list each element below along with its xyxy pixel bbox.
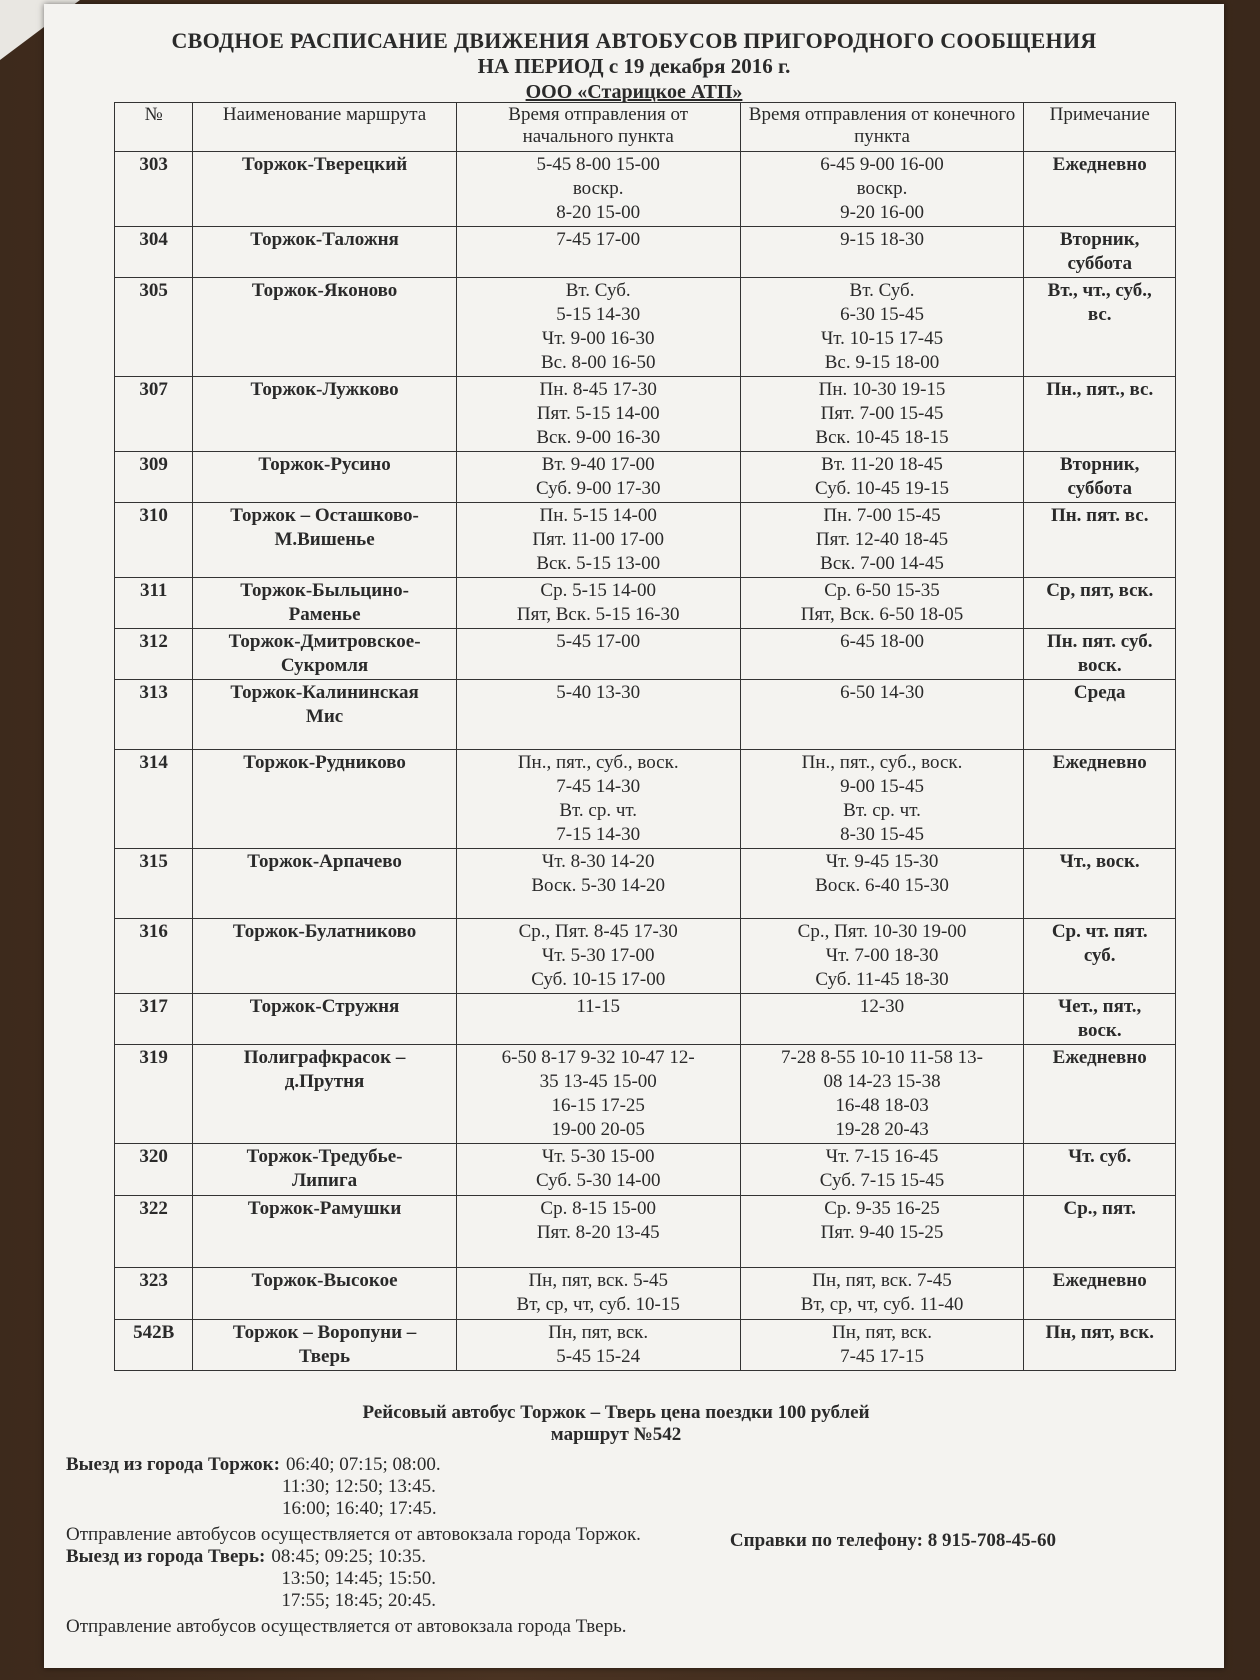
departure-times (456, 503, 740, 578)
departure-times (456, 1320, 740, 1371)
return-times-line: воскр. (856, 178, 908, 199)
return-times-line: Пят. 12-40 18-45 (815, 529, 949, 550)
departure-times-line: 11-15 (576, 996, 621, 1017)
departure-times (456, 1144, 740, 1196)
return-times-line: Пн, пят, вск. (832, 1322, 932, 1343)
route-note-line: Пн. пят. вс. (1050, 505, 1149, 526)
route-name-line: Торжок-Арпачево (247, 851, 402, 872)
route-note (1024, 849, 1176, 919)
departure-times (456, 152, 740, 227)
table-row (115, 503, 1176, 578)
route-name-line: Торжок-Тредубье- (246, 1146, 403, 1167)
return-times-line: 6-50 14-30 (840, 682, 924, 703)
departure-times (456, 578, 740, 629)
return-times-line: Чт. 10-15 17-45 (820, 328, 944, 349)
departure-times-line: Пят. 5-15 14-00 (536, 403, 660, 424)
route-name-line: Сукромля (280, 655, 369, 676)
departure-times (456, 629, 740, 680)
route-name-line: Тверь (299, 1346, 351, 1367)
departure-times (456, 750, 740, 849)
route-note-line: Вторник, (1060, 454, 1140, 475)
departure-times-line: 16-15 17-25 (551, 1095, 645, 1116)
route-name-line: Липига (291, 1170, 358, 1191)
departure-times-line: 5-15 14-30 (556, 304, 641, 325)
torzhok-label: Выезд из города Торжок: (66, 1454, 280, 1475)
route-name-line: Торжок-Русино (258, 454, 391, 475)
departure-times (456, 1045, 740, 1144)
route-name-line: Торжок-Рамушки (247, 1198, 402, 1219)
return-times-line: Пн, пят, вск. 7-45 (812, 1270, 952, 1291)
departure-times-line: Пн, пят, вск. 5-45 (528, 1270, 668, 1291)
route-number: 310 (115, 503, 193, 578)
departure-times-line: Вск. 5-15 13-00 (536, 553, 661, 574)
route-name-line: Торжок-Лужково (250, 379, 399, 400)
departure-times-line: 5-45 15-24 (556, 1346, 641, 1367)
return-times (740, 377, 1024, 452)
schedule-table (114, 102, 1176, 1371)
departure-times (456, 1196, 740, 1268)
departure-times-line: Суб. 10-15 17-00 (531, 969, 666, 990)
departure-times-line: Пят. 8-20 13-45 (536, 1222, 660, 1243)
title-line-2: НА ПЕРИОД с 19 декабря 2016 г. (477, 54, 791, 78)
header (44, 28, 1224, 104)
company-name: ООО «Старицкое АТП» (525, 81, 743, 103)
route-note-line: Вт., чт., суб., (1047, 280, 1152, 301)
return-times (740, 1045, 1024, 1144)
route-name-line: Торжок-Высокое (251, 1270, 398, 1291)
route-note (1024, 278, 1176, 377)
route-note (1024, 152, 1176, 227)
table-row (115, 1144, 1176, 1196)
departure-times-line: 35 13-45 15-00 (539, 1071, 657, 1092)
route-number: 305 (115, 278, 193, 377)
departure-times (456, 680, 740, 750)
route-name-line: Торжок-Быльцино- (240, 580, 409, 601)
return-times-line: 7-45 17-15 (840, 1346, 924, 1367)
table-body (115, 152, 1176, 1371)
return-times-line: Суб. 11-45 18-30 (815, 969, 949, 990)
route-note-line: Ежедневно (1052, 752, 1147, 773)
route-name-line: Раменье (288, 604, 361, 625)
route-number: 316 (115, 919, 193, 994)
return-times-line: Вск. 7-00 14-45 (820, 553, 944, 574)
return-times-line: Ср. 9-35 16-25 (824, 1198, 940, 1219)
route-name (193, 1045, 456, 1144)
departure-times-line: 5-40 13-30 (556, 682, 641, 703)
route-number: 307 (115, 377, 193, 452)
route-name (193, 629, 456, 680)
route-note (1024, 680, 1176, 750)
route-name-line: Торжок-Булатниково (232, 921, 417, 942)
table-row (115, 629, 1176, 680)
route-name-line: М.Вишенье (274, 529, 375, 550)
schedule-sheet (44, 4, 1224, 1668)
return-times-line: Вт. 11-20 18-45 (821, 454, 943, 475)
table-row (115, 452, 1176, 503)
return-times (740, 452, 1024, 503)
departure-times-line: Пн, пят, вск. (548, 1322, 649, 1343)
departure-times-line: Вс. 8-00 16-50 (540, 352, 656, 373)
table-row (115, 377, 1176, 452)
route-name (193, 750, 456, 849)
route-name (193, 994, 456, 1045)
return-times (740, 680, 1024, 750)
route-number: 320 (115, 1144, 193, 1196)
table-row (115, 680, 1176, 750)
col-header-name: Наименование маршрута (193, 103, 456, 152)
route-note-line: Ежедневно (1052, 1047, 1147, 1068)
tver-departures (66, 1546, 1166, 1612)
route-note (1024, 1045, 1176, 1144)
col-header-ret: Время отправления от конечного пункта (740, 103, 1024, 152)
return-times-line: Пн., пят., суб., воск. (801, 752, 963, 773)
return-times-line: 08 14-23 15-38 (823, 1071, 941, 1092)
return-times (740, 152, 1024, 227)
return-times-line: Чт. 7-15 16-45 (825, 1146, 939, 1167)
route-name-line: Торжок-Рудниково (243, 752, 406, 773)
tver-times (271, 1546, 436, 1612)
table-row (115, 1268, 1176, 1320)
route-note-line: Ежедневно (1052, 154, 1147, 175)
route-name-line: Торжок-Дмитровское- (228, 631, 421, 652)
route-number: 323 (115, 1268, 193, 1320)
return-times (740, 1268, 1024, 1320)
route-number: 317 (115, 994, 193, 1045)
departure-times (456, 919, 740, 994)
route-name-line: Мис (305, 706, 344, 727)
route-name (193, 1320, 456, 1371)
route-number: 319 (115, 1045, 193, 1144)
route-note-line: Пн. пят. суб. (1046, 631, 1153, 652)
table-header-row (115, 103, 1176, 152)
route-name (193, 680, 456, 750)
return-times-line: Вт. Суб. (849, 280, 915, 301)
return-times (740, 1196, 1024, 1268)
route-note (1024, 227, 1176, 278)
route-name-line: д.Прутня (284, 1071, 365, 1092)
return-times-line: 16-48 18-03 (835, 1095, 929, 1116)
return-times-line: Ср., Пят. 10-30 19-00 (797, 921, 967, 942)
return-times-line: 7-28 8-55 10-10 11-58 13- (781, 1047, 983, 1068)
departure-times-line: Пн., пят., суб., воск. (517, 752, 679, 773)
departure-times-line: Ср. 8-15 15-00 (540, 1198, 656, 1219)
route-note (1024, 578, 1176, 629)
departure-times-line: Вт. Суб. (565, 280, 631, 301)
route-name-line: Торжок-Яконово (251, 280, 398, 301)
departure-times-line: Вск. 9-00 16-30 (536, 427, 661, 448)
departure-times-line: Ср. 5-15 14-00 (540, 580, 656, 601)
route-note (1024, 919, 1176, 994)
route-note-line: Пн., пят., вс. (1046, 379, 1154, 400)
route-note-line: Вторник, (1060, 229, 1140, 250)
route-note-line: суббота (1067, 253, 1132, 274)
return-times-line: 6-30 15-45 (840, 304, 924, 325)
route-number: 322 (115, 1196, 193, 1268)
tver-times-2: 13:50; 14:45; 15:50. (281, 1568, 436, 1589)
departure-times-line: Чт. 5-30 17-00 (541, 945, 655, 966)
route-name-line: Торжок-Тверецкий (241, 154, 408, 175)
route-number: 542В (115, 1320, 193, 1371)
return-times-line: Вск. 10-45 18-15 (815, 427, 949, 448)
table-row (115, 919, 1176, 994)
table-row (115, 849, 1176, 919)
departure-times-line: 7-45 14-30 (556, 776, 641, 797)
departure-times-line: Суб. 5-30 14-00 (535, 1170, 661, 1191)
route-name (193, 377, 456, 452)
route-note (1024, 503, 1176, 578)
route-note-line: вс. (1087, 304, 1112, 325)
route-name (193, 152, 456, 227)
route-number: 303 (115, 152, 193, 227)
tver-times-1: 08:45; 09:25; 10:35. (271, 1546, 426, 1567)
torzhok-departures (66, 1454, 1166, 1520)
departure-times (456, 278, 740, 377)
phone-info: Справки по телефону: 8 915-708-45-60 (729, 1530, 1056, 1551)
departure-times (456, 227, 740, 278)
route-note-line: воск. (1077, 655, 1122, 676)
torzhok-times-1: 06:40; 07:15; 08:00. (285, 1454, 441, 1475)
route-name-line: Торжок – Осташково- (230, 505, 419, 526)
table-row (115, 1196, 1176, 1268)
route-number: 304 (115, 227, 193, 278)
return-times-line: Чт. 9-45 15-30 (825, 851, 939, 872)
route-name (193, 1196, 456, 1268)
departure-times-line: 7-45 17-00 (556, 229, 641, 250)
return-times (740, 1144, 1024, 1196)
table-row (115, 750, 1176, 849)
route-note-line: воск. (1077, 1020, 1122, 1041)
route-name (193, 849, 456, 919)
route-note (1024, 1268, 1176, 1320)
route-number: 312 (115, 629, 193, 680)
return-times-line: 6-45 18-00 (840, 631, 924, 652)
route-name-line: Торжок-Таложня (250, 229, 399, 250)
route-note-line: Ср, пят, вск. (1046, 580, 1154, 601)
departure-times-line: Ср., Пят. 8-45 17-30 (518, 921, 678, 942)
route-name (193, 227, 456, 278)
route-note (1024, 1196, 1176, 1268)
route-note (1024, 629, 1176, 680)
route-name (193, 503, 456, 578)
route-note (1024, 1320, 1176, 1371)
return-times (740, 994, 1024, 1045)
route-number: 314 (115, 750, 193, 849)
departure-times-line: Воск. 5-30 14-20 (531, 875, 666, 896)
return-times (740, 629, 1024, 680)
departure-times-line: Чт. 9-00 16-30 (541, 328, 655, 349)
return-times-line: Ср. 6-50 15-35 (824, 580, 940, 601)
table-row (115, 1045, 1176, 1144)
departure-times (456, 377, 740, 452)
return-times (740, 750, 1024, 849)
table-row (115, 227, 1176, 278)
return-times-line: 9-00 15-45 (840, 776, 924, 797)
route-note (1024, 452, 1176, 503)
torzhok-times (281, 1454, 441, 1520)
return-times-line: Суб. 7-15 15-45 (819, 1170, 945, 1191)
route-name-line: Торжок-Стружня (249, 996, 400, 1017)
return-times (740, 503, 1024, 578)
return-times (740, 919, 1024, 994)
torzhok-note: Отправление автобусов осуществляется от автовокзала города Торжок. (66, 1524, 641, 1545)
return-times-line: Пят. 7-00 15-45 (820, 403, 944, 424)
departure-times-line: Пят. 11-00 17-00 (532, 529, 664, 550)
route-name (193, 578, 456, 629)
departure-times (456, 849, 740, 919)
route-note-line: Ср. чт. пят. (1051, 921, 1148, 942)
route-name-line: Торжок-Калининская (230, 682, 419, 703)
departure-times-line: 6-50 8-17 9-32 10-47 12- (501, 1047, 695, 1068)
return-times-line: Вт. ср. чт. (843, 800, 921, 821)
return-times-line: 19-28 20-43 (835, 1119, 929, 1140)
footer (66, 1402, 1166, 1638)
departure-times-line: Вт. ср. чт. (559, 800, 638, 821)
return-times-line: Вт, ср, чт, суб. 11-40 (800, 1294, 964, 1315)
tver-times-3: 17:55; 18:45; 20:45. (281, 1590, 436, 1611)
return-times-line: Чт. 7-00 18-30 (825, 945, 939, 966)
table-row (115, 994, 1176, 1045)
departure-times-line: Пят, Вск. 5-15 16-30 (516, 604, 680, 625)
tver-note: Отправление автобусов осуществляется от автовокзала города Тверь. (66, 1616, 627, 1637)
col-header-num: № (115, 103, 193, 152)
route-name (193, 452, 456, 503)
departure-times-line: Суб. 9-00 17-30 (535, 478, 661, 499)
route-note-line: Ср., пят. (1063, 1198, 1136, 1219)
footer-route: маршрут №542 (550, 1424, 682, 1445)
route-name (193, 278, 456, 377)
route-name-line: Полиграфкрасок – (243, 1047, 406, 1068)
route-note-line: Ежедневно (1052, 1270, 1147, 1291)
table-row (115, 278, 1176, 377)
departure-times-line: Пн. 5-15 14-00 (539, 505, 657, 526)
route-name-line: Торжок – Воропуни – (232, 1322, 417, 1343)
departure-times-line: 5-45 8-00 15-00 (536, 154, 660, 175)
route-note-line: Среда (1073, 682, 1126, 703)
route-number: 315 (115, 849, 193, 919)
route-note-line: суб. (1083, 945, 1116, 966)
return-times-line: Суб. 10-45 19-15 (815, 478, 950, 499)
return-times (740, 227, 1024, 278)
route-note-line: Чт., воск. (1059, 851, 1140, 872)
return-times-line: 8-30 15-45 (840, 824, 924, 845)
route-note-line: суббота (1067, 478, 1132, 499)
col-header-dep: Время отправления от начального пункта (456, 103, 740, 152)
torzhok-times-2: 11:30; 12:50; 13:45. (281, 1476, 436, 1497)
departure-times-line: Чт. 8-30 14-20 (541, 851, 655, 872)
return-times (740, 849, 1024, 919)
tver-label: Выезд из города Тверь: (66, 1546, 266, 1567)
route-note-line: Чет., пят., (1058, 996, 1142, 1017)
table-row (115, 152, 1176, 227)
return-times (740, 1320, 1024, 1371)
return-times-line: Пн. 7-00 15-45 (823, 505, 941, 526)
departure-times-line: 8-20 15-00 (556, 202, 641, 223)
route-name (193, 1144, 456, 1196)
route-note (1024, 750, 1176, 849)
departure-times-line: 5-45 17-00 (556, 631, 641, 652)
return-times-line: Пят, Вск. 6-50 18-05 (800, 604, 964, 625)
route-name (193, 1268, 456, 1320)
footer-title: Рейсовый автобус Торжок – Тверь цена поездки 100 рублей (362, 1402, 870, 1423)
route-note (1024, 1144, 1176, 1196)
return-times-line: 6-45 9-00 16-00 (820, 154, 944, 175)
col-header-note: Примечание (1024, 103, 1176, 152)
table-row (115, 578, 1176, 629)
return-times (740, 578, 1024, 629)
departure-times-line: Вт, ср, чт, суб. 10-15 (516, 1294, 680, 1315)
return-times-line: Пн. 10-30 19-15 (818, 379, 946, 400)
title-line-1: СВОДНОЕ РАСПИСАНИЕ ДВИЖЕНИЯ АВТОБУСОВ ПРИГОРОДНОГО СООБЩЕНИЯ (171, 28, 1097, 53)
route-note (1024, 994, 1176, 1045)
return-times-line: 12-30 (859, 996, 905, 1017)
route-name (193, 919, 456, 994)
table-row (115, 1320, 1176, 1371)
route-number: 311 (115, 578, 193, 629)
torzhok-times-3: 16:00; 16:40; 17:45. (281, 1498, 437, 1519)
return-times-line: 9-20 16-00 (840, 202, 924, 223)
departure-times-line: 19-00 20-05 (551, 1119, 645, 1140)
route-note-line: Чт. суб. (1068, 1146, 1132, 1167)
return-times-line: Воск. 6-40 15-30 (815, 875, 949, 896)
route-number: 313 (115, 680, 193, 750)
departure-times-line: воскр. (572, 178, 624, 199)
departure-times-line: Чт. 5-30 15-00 (541, 1146, 655, 1167)
departure-times-line: Пн. 8-45 17-30 (539, 379, 657, 400)
departure-times (456, 994, 740, 1045)
departure-times (456, 1268, 740, 1320)
departure-times-line: 7-15 14-30 (556, 824, 641, 845)
departure-times-line: Вт. 9-40 17-00 (541, 454, 655, 475)
return-times-line: Пят. 9-40 15-25 (820, 1222, 944, 1243)
return-times (740, 278, 1024, 377)
route-note (1024, 377, 1176, 452)
departure-times (456, 452, 740, 503)
return-times-line: Вс. 9-15 18-00 (824, 352, 940, 373)
return-times-line: 9-15 18-30 (840, 229, 924, 250)
route-number: 309 (115, 452, 193, 503)
route-note-line: Пн, пят, вск. (1045, 1322, 1154, 1343)
